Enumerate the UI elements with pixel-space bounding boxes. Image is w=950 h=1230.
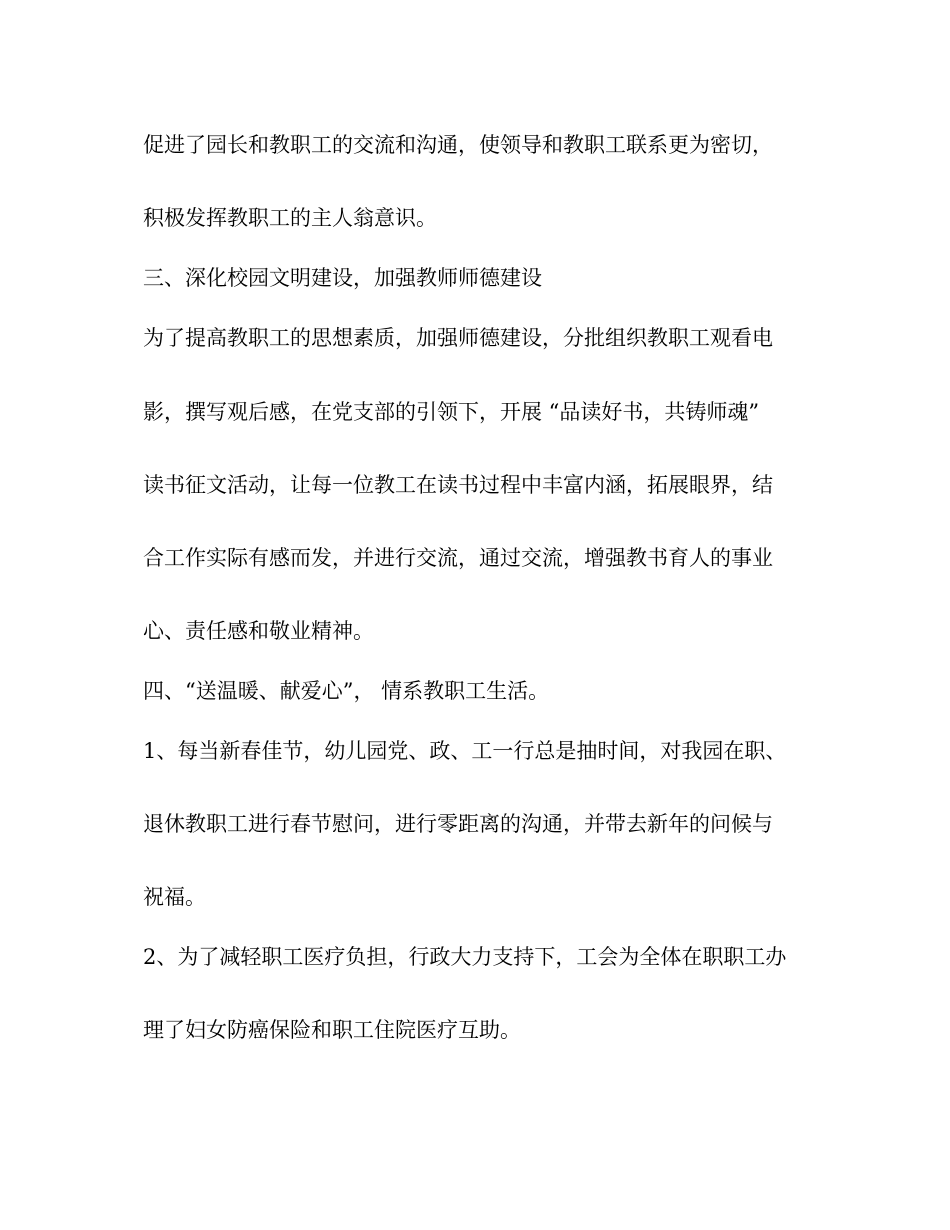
- list-item-1-line-3: 祝福。: [143, 885, 206, 909]
- paragraph-line-2: 积极发挥教职工的主人翁意识。: [143, 206, 437, 230]
- list-item-2-line-2: 理了妇女防癌保险和职工住院医疗互助。: [143, 1018, 521, 1042]
- paragraph-line-4: 为了提高教职工的思想素质，加强师德建设，分批组织教职工观看电: [143, 326, 773, 350]
- paragraph-line-7: 合工作实际有感而发，并进行交流，通过交流，增强教书育人的事业: [143, 546, 773, 570]
- list-item-2-line-1: 2、为了减轻职工医疗负担，行政大力支持下，工会为全体在职职工办: [143, 945, 787, 969]
- paragraph-line-6: 读书征文活动，让每一位教工在读书过程中丰富内涵，拓展眼界，结: [143, 473, 773, 497]
- paragraph-line-8: 心、责任感和敬业精神。: [143, 619, 374, 643]
- list-item-1-line-1: 1、每当新春佳节，幼儿园党、政、工一行总是抽时间，对我园在职、: [143, 739, 787, 763]
- list-item-1-line-2: 退休教职工进行春节慰问，进行零距离的沟通，并带去新年的问候与: [143, 812, 773, 836]
- paragraph-line-1: 促进了园长和教职工的交流和沟通，使领导和教职工联系更为密切，: [143, 133, 773, 157]
- paragraph-line-5: 影，撰写观后感，在党支部的引领下，开展 “品读好书，共铸师魂”: [143, 400, 760, 424]
- section-heading-3: 三、深化校园文明建设，加强教师师德建设: [143, 266, 542, 290]
- section-heading-4: 四、“送温暖、献爱心”， 情系教职工生活。: [143, 679, 550, 703]
